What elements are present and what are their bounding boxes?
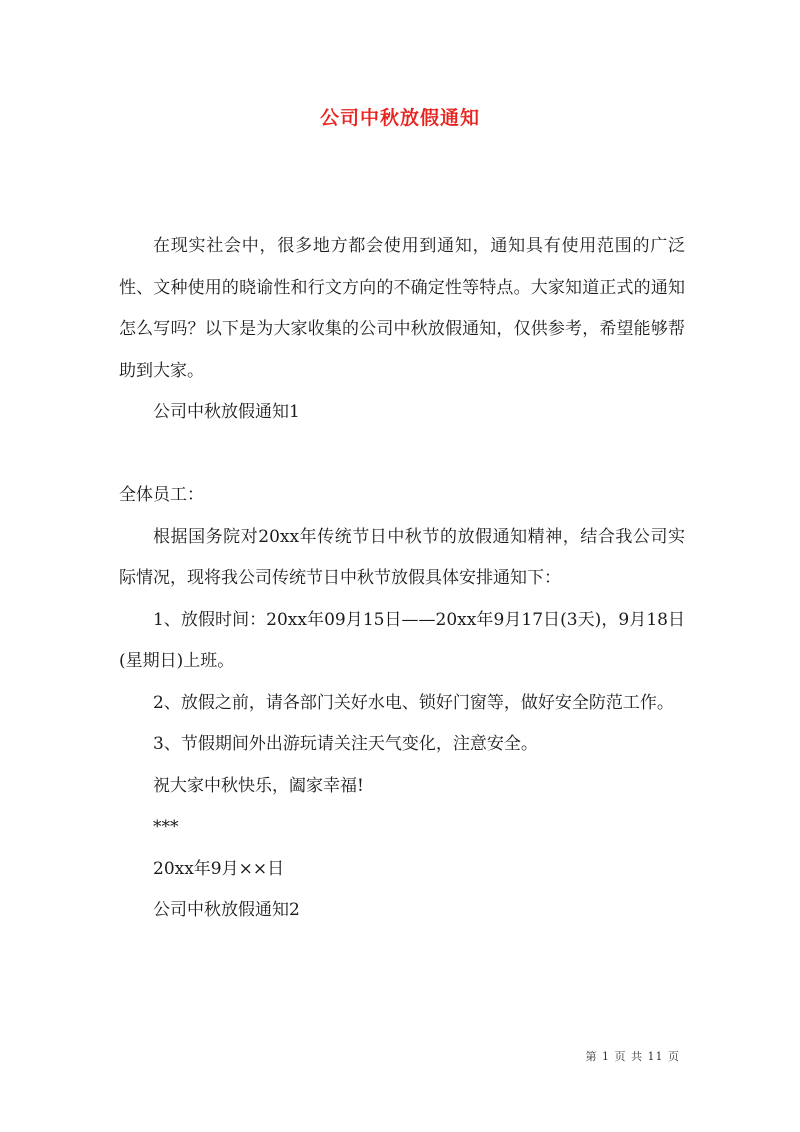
date-line: 20xx年9月××日 xyxy=(153,858,285,879)
intro-paragraph: 在现实社会中，很多地方都会使用到通知，通知具有使用范围的广泛性、文种使用的晓谕性和行文方向的不确定性等特点。大家知道正式的通知怎么写吗？以下是为大家收集的公司中秋放假通知，仅供参考，希望能够帮助到大家。 xyxy=(119,236,685,381)
document-title: 公司中秋放假通知 xyxy=(319,107,480,129)
closing-wish: 祝大家中秋快乐，阖家幸福! xyxy=(153,775,364,796)
section-heading-2: 公司中秋放假通知2 xyxy=(153,900,300,920)
list-item-2: 2、放假之前，请各部门关好水电、锁好门窗等，做好安全防范工作。 xyxy=(153,692,674,713)
notice-paragraph: 根据国务院对20xx年传统节日中秋节的放假通知精神，结合我公司实际情况，现将我公司传统节日中秋节放假具体安排通知下： xyxy=(119,526,685,588)
list-item-3: 3、节假期间外出游玩请关注天气变化，注意安全。 xyxy=(153,734,538,754)
blank-line xyxy=(119,434,685,476)
section-heading-1: 公司中秋放假通知1 xyxy=(153,402,300,422)
page-number: 第 1 页 共 11 页 xyxy=(585,1050,680,1063)
list-item-1: 1、放假时间：20xx年09月15日——20xx年9月17日(3天)，9月18日(星期日)上班。 xyxy=(119,609,685,671)
greeting: 全体员工： xyxy=(119,485,204,505)
document-body xyxy=(119,226,685,932)
signature: *** xyxy=(153,817,179,837)
